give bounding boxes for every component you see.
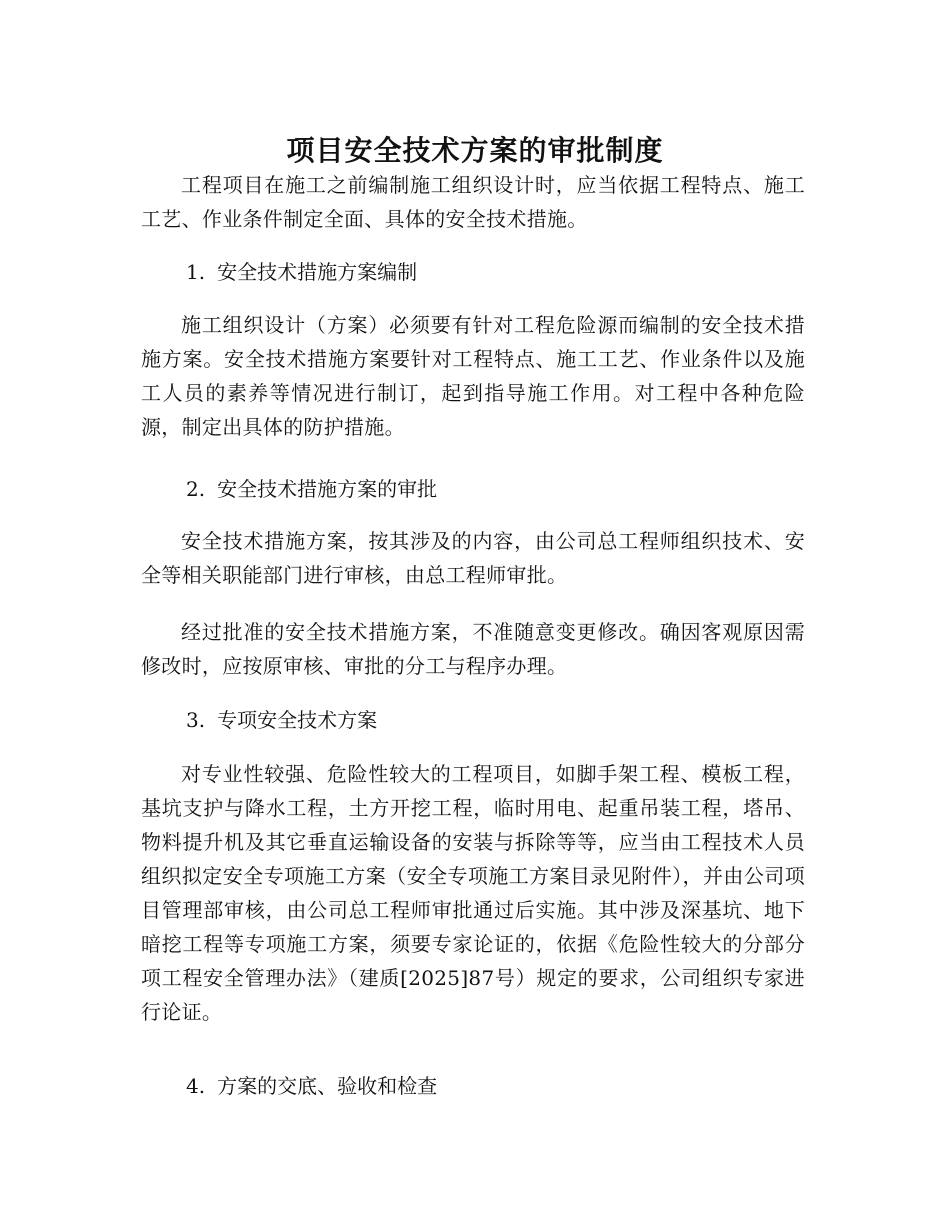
page-title: 项目安全技术方案的审批制度 (286, 133, 664, 167)
section-number: 4. (186, 1074, 206, 1098)
section-heading-2 (186, 472, 437, 506)
section-number: 1. (186, 260, 206, 284)
section-number: 2. (186, 477, 206, 501)
section-2-paragraph-2: 经过批准的安全技术措施方案，不准随意变更修改。确因客观原因需修改时，应按原审核、审批的分工与程序办理。 (141, 620, 805, 678)
section-number: 3. (186, 708, 206, 732)
section-heading-4 (186, 1069, 437, 1103)
section-2-paragraph-1: 安全技术措施方案，按其涉及的内容，由公司总工程师组织技术、安全等相关职能部门进行审核，由总工程师审批。 (141, 529, 805, 587)
section-title: 安全技术措施方案的审批 (217, 477, 438, 501)
section-title: 专项安全技术方案 (217, 708, 378, 732)
intro-paragraph: 工程项目在施工之前编制施工组织设计时，应当依据工程特点、施工工艺、作业条件制定全面、具体的安全技术措施。 (141, 173, 805, 231)
section-title: 方案的交底、验收和检查 (217, 1074, 438, 1098)
section-3-paragraph-1: 对专业性较强、危险性较大的工程项目，如脚手架工程、模板工程，基坑支护与降水工程，土方开挖工程，临时用电、起重吊装工程，塔吊、物料提升机及其它垂直运输设备的安装与拆除等等，应当由工程技术人员组织拟定安全专项施工方案（安全专项施工方案目录见附件），并由公司项目管理部审核，由公司总工程师审批通过后实施。其中涉及深基坑、地下暗挖工程等专项施工方案，须要专家论证的，依据《危险性较大的分部分项工程安全管理办法》（建质[2025]87号）规定的要求，公司组织专家进行论证。 (141, 762, 805, 1024)
section-heading-1 (186, 255, 417, 289)
section-heading-3 (186, 703, 377, 737)
section-title: 安全技术措施方案编制 (217, 260, 418, 284)
section-1-paragraph-1: 施工组织设计（方案）必须要有针对工程危险源而编制的安全技术措施方案。安全技术措施方案要针对工程特点、施工工艺、作业条件以及施工人员的素养等情况进行制订，起到指导施工作用。对工程中各种危险源，制定出具体的防护措施。 (141, 313, 805, 439)
